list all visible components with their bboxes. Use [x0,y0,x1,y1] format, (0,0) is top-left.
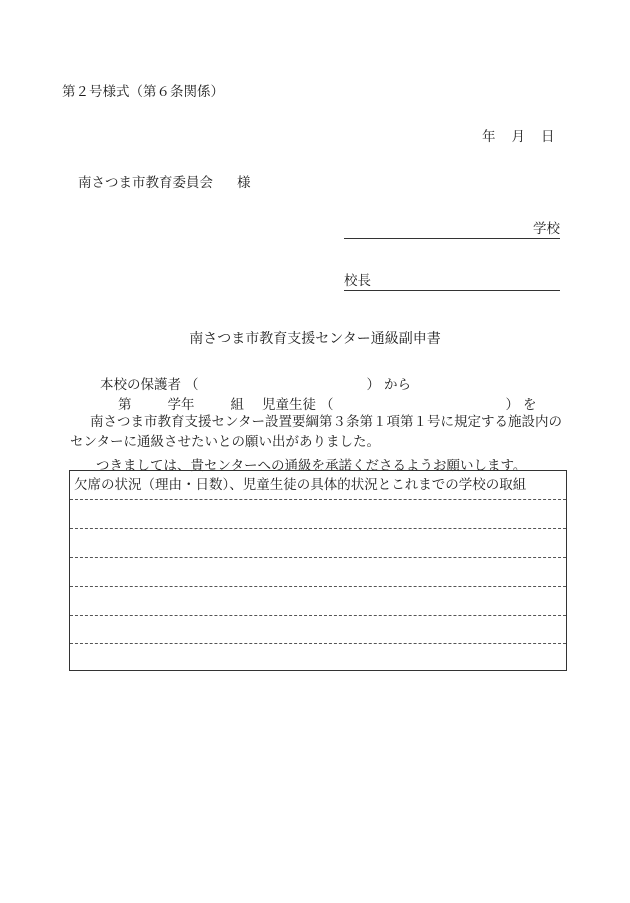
principal-name-field[interactable] [344,269,560,291]
guardian-close-paren: ） [366,377,380,393]
box-divider [70,557,566,558]
principal-label: 校長 [344,273,371,289]
student-close-paren: ） [505,397,519,413]
addressee-honorific: 様 [237,175,251,191]
absence-status-box[interactable] [69,470,567,671]
document-title: 南さつま市教育支援センター通級副申書 [189,331,441,347]
school-name-field[interactable] [344,217,560,239]
date-day-label: 日 [541,129,555,145]
form-number: 第２号様式（第６条関係） [62,84,224,100]
class-label: 組 [230,397,244,413]
box-divider [70,499,566,500]
school-label: 学校 [533,221,560,237]
request-text: つきましては、貴センターへの通級を承諾くださるようお願いします。 [96,458,527,474]
box-divider [70,528,566,529]
grade-line [118,393,537,413]
guardian-open-paren: （ [185,377,199,393]
guardian-label: 本校の保護者 [100,377,181,393]
guardian-suffix: から [384,377,411,393]
grade-label: 学年 [167,397,195,413]
date-month-label: 月 [511,129,525,145]
addressee-name: 南さつま市教育委員会 [78,175,213,191]
student-open-paren: （ [320,397,334,413]
grade-dai-label: 第 [118,397,132,413]
box-divider [70,643,566,644]
student-label: 児童生徒 [262,397,316,413]
addressee [78,171,251,191]
student-suffix: を [523,397,537,413]
box-divider [70,615,566,616]
body-paragraph: 南さつま市教育支援センター設置要綱第３条第１項第１号に規定する施設内のセンターに通級させたいとの願い出がありました。 [70,414,562,450]
guardian-line [100,373,411,393]
absence-box-header: 欠席の状況（理由・日数）、児童生徒の具体的状況とこれまでの学校の取組 [74,477,527,493]
box-divider [70,586,566,587]
date-year-label: 年 [482,129,496,145]
date-line [482,125,555,145]
